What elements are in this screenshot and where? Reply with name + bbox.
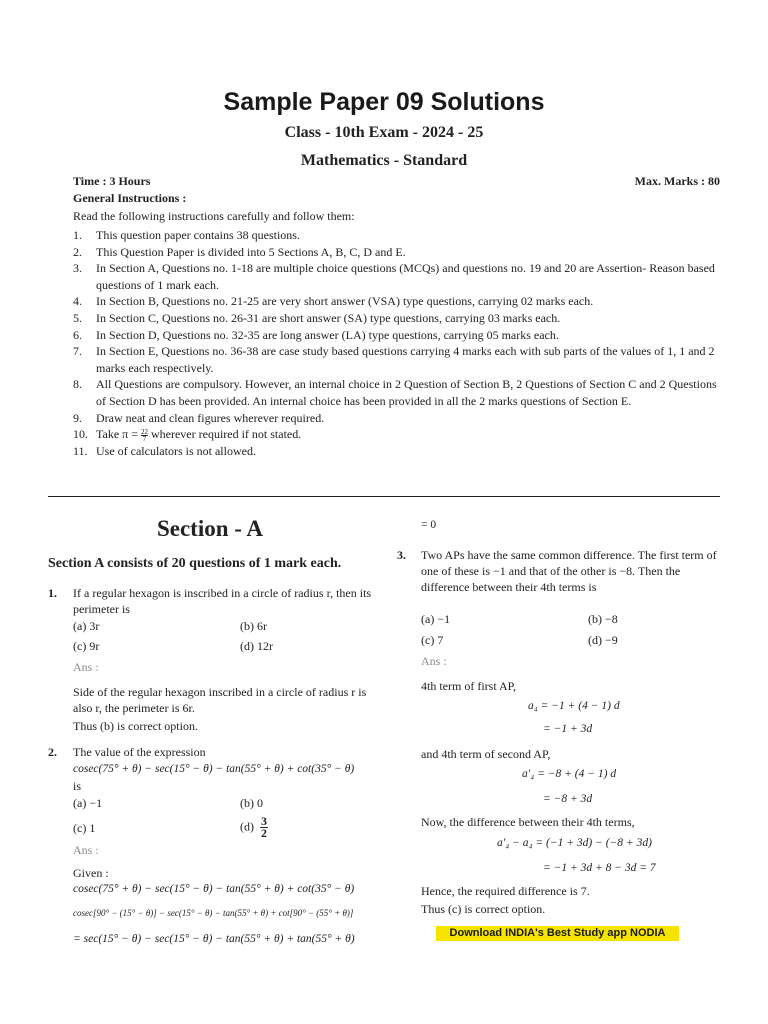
max-marks-label: Max. Marks : 80	[634, 174, 720, 188]
question-text: If a regular hexagon is inscribed in a circle of radius r, then its perimeter is	[73, 586, 372, 616]
option-a: (a) −1	[73, 796, 103, 810]
instruction-pi-prefix: Take π =	[96, 427, 138, 442]
solution-equation: a′₄ = −8 + (4 − 1) d	[522, 768, 617, 780]
instruction-item	[73, 410, 723, 427]
solution-conclusion: Thus (b) is correct option.	[73, 719, 198, 733]
answer-label: Ans :	[73, 843, 99, 857]
instruction-item	[73, 293, 723, 310]
solution-equation: a′₄ − a₄ = (−1 + 3d) − (−8 + 3d)	[497, 837, 652, 849]
option-d: (d) 12r	[240, 639, 273, 653]
instruction-number: 3.	[73, 261, 82, 276]
instruction-number: 8.	[73, 377, 82, 392]
instruction-item	[73, 343, 723, 376]
instruction-number: 6.	[73, 327, 82, 342]
solution-step: cosec(75° + θ) − sec(15° − θ) − tan(55° + θ) + cot(35° − θ)	[73, 883, 355, 895]
fraction-numerator: 3	[261, 814, 267, 828]
solution-equation: = −1 + 3d + 8 − 3d = 7	[543, 862, 656, 874]
instruction-number: 5.	[73, 310, 82, 325]
instruction-text: This Question Paper is divided into 5 Sections A, B, C, D and E.	[96, 244, 406, 259]
section-divider	[48, 496, 720, 497]
option-c: (c) 9r	[73, 639, 100, 653]
option-a: (a) 3r	[73, 619, 100, 633]
solution-text: and 4th term of second AP,	[421, 747, 551, 761]
solution-equation: = −8 + 3d	[543, 793, 593, 805]
solution-text: Hence, the required difference is 7.	[421, 884, 590, 898]
instruction-number: 2.	[73, 244, 82, 259]
subject-subtitle: Mathematics - Standard	[300, 152, 468, 169]
instruction-item	[73, 376, 723, 409]
option-b: (b) 6r	[240, 619, 267, 633]
instruction-item	[73, 426, 723, 443]
instruction-item	[73, 310, 723, 327]
option-b: (b) 0	[240, 796, 263, 810]
section-title: Section - A	[156, 516, 264, 541]
question-text: Two APs have the same common difference. The first term of one of these is −1 and that of the other is −8. Then the difference between their 4th terms is	[421, 548, 717, 594]
instruction-item	[73, 327, 723, 344]
instruction-text: In Section D, Questions no. 32-35 are long answer (LA) type questions, carrying 05 marks each.	[96, 327, 559, 342]
answer-label: Ans :	[421, 654, 447, 668]
instruction-item	[73, 443, 723, 460]
option-d-fraction	[260, 816, 268, 839]
question-expression: cosec(75° + θ) − sec(15° − θ) − tan(55° + θ) + cot(35° − θ)	[73, 763, 355, 775]
option-d: (d) −9	[588, 633, 618, 647]
solution-result: = 0	[421, 519, 437, 531]
solution-text: Side of the regular hexagon inscribed in a circle of radius r is also r, the perimeter is 6r.	[73, 685, 367, 715]
question-text: The value of the expression	[73, 745, 206, 759]
option-b: (b) −8	[588, 612, 618, 626]
question-number: 3.	[397, 548, 406, 562]
question-number: 1.	[48, 586, 57, 600]
pi-fraction-numerator: 22	[140, 427, 148, 436]
pi-fraction-denominator: 7	[142, 434, 147, 443]
question-text-is: is	[73, 779, 82, 793]
instruction-text: In Section E, Questions no. 36-38 are case study based questions carrying 4 marks each with sub parts of the values of 1, 1 and 2 marks each respectively.	[96, 344, 715, 375]
solution-given: Given :	[73, 866, 109, 880]
page-title: Sample Paper 09 Solutions	[223, 88, 545, 116]
instructions-intro: Read the following instructions carefully and follow them:	[73, 209, 355, 223]
solution-equation: = −1 + 3d	[543, 723, 593, 735]
class-exam-subtitle: Class - 10th Exam - 2024 - 25	[284, 124, 484, 141]
download-app-banner[interactable]: Download INDIA's Best Study app NODIA	[436, 926, 679, 941]
solution-equation: a₄ = −1 + (4 − 1) d	[528, 700, 620, 712]
instruction-text: Draw neat and clean figures wherever required.	[96, 410, 325, 425]
instruction-item	[73, 244, 723, 261]
instruction-number: 11.	[73, 443, 88, 458]
instruction-text: Use of calculators is not allowed.	[96, 443, 256, 458]
option-d-label: (d)	[240, 819, 254, 834]
solution-step: = sec(15° − θ) − sec(15° − θ) − tan(55° + θ) + tan(55° + θ)	[73, 933, 355, 945]
instruction-number: 9.	[73, 410, 82, 425]
instruction-text: This question paper contains 38 questions.	[96, 228, 300, 242]
solution-text: 4th term of first AP,	[421, 679, 516, 693]
solution-text: Now, the difference between their 4th terms,	[421, 815, 635, 829]
answer-label: Ans :	[73, 660, 99, 674]
instruction-text: All Questions are compulsory. However, an internal choice in 2 Question of Section B, 2 Questions of Section C and 2 Questions of Section D has been provided. An internal choice has been provided in all the 2 marks questions of Section E.	[96, 377, 717, 408]
instructions-heading: General Instructions :	[73, 191, 187, 205]
option-c: (c) 7	[421, 633, 444, 647]
option-d	[240, 816, 268, 839]
instruction-pi-suffix: wherever required if not stated.	[150, 427, 302, 442]
question-number: 2.	[48, 745, 57, 759]
instruction-text: In Section A, Questions no. 1-18 are multiple choice questions (MCQs) and questions no. 19 and 20 are Assertion- Reason based questions of 1 mark each.	[96, 261, 715, 292]
time-label: Time : 3 Hours	[73, 174, 151, 188]
instruction-number: 10.	[73, 427, 88, 442]
section-description: Section A consists of 20 questions of 1 mark each.	[48, 556, 342, 571]
instruction-text: In Section C, Questions no. 26-31 are short answer (SA) type questions, carrying 03 marks each.	[96, 310, 561, 325]
fraction-denominator: 2	[261, 826, 267, 840]
pi-fraction	[141, 429, 148, 442]
solution-conclusion: Thus (c) is correct option.	[421, 902, 546, 916]
instruction-number: 1.	[73, 228, 82, 242]
solution-step: cosec[90° − (15° − θ)] − sec(15° − θ) − tan(55° + θ) + cot[90° − (55° + θ)]	[73, 908, 354, 918]
instruction-item	[73, 227, 723, 244]
instruction-item	[73, 260, 723, 293]
instructions-list	[73, 227, 723, 459]
instruction-number: 7.	[73, 344, 82, 359]
instruction-text: In Section B, Questions no. 21-25 are very short answer (VSA) type questions, carrying 02 marks each.	[96, 294, 594, 309]
instruction-text	[96, 426, 723, 443]
option-c: (c) 1	[73, 821, 96, 835]
option-a: (a) −1	[421, 612, 451, 626]
instruction-number: 4.	[73, 294, 82, 309]
